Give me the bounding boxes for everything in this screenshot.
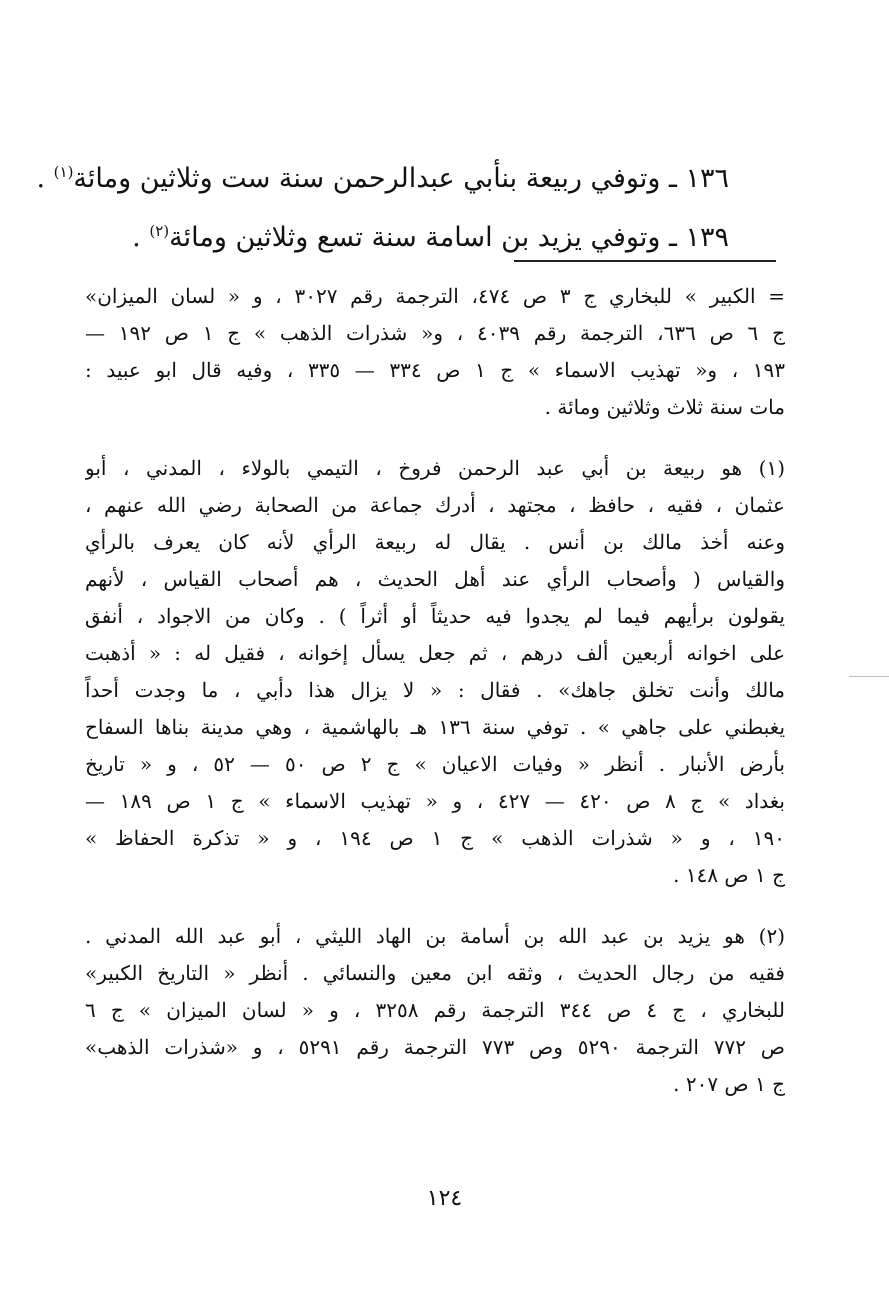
footnote-line: ج ٦ ص ٦٣٦، الترجمة رقم ٤٠٣٩ ، و« شذرات الذهب » ج ١ ص ١٩٢ —: [85, 321, 785, 345]
footnote-line: والقياس ( وأصحاب الرأي عند أهل الحديث ، هم أصحاب القياس ، لأنهم: [85, 567, 785, 591]
footnote-line: مالك وأنت تخلق جاهك» . فقال : « لا يزال هذا دأبي ، ما وجدت أحداً: [85, 678, 785, 702]
footnote-line: ص ٧٧٢ الترجمة ٥٢٩٠ وص ٧٧٣ الترجمة رقم ٥٢٩١ ، و «شذرات الذهب»: [85, 1035, 785, 1059]
footnote-line: فقيه من رجال الحديث ، وثقه ابن معين والنسائي . أنظر « التاريخ الكبير»: [85, 961, 785, 985]
main-line-2-text: ١٣٩ ـ وتوفي يزيد بن اسامة سنة تسع وثلاثين ومائة: [169, 222, 729, 253]
footnote-line: (٢) هو يزيد بن عبد الله بن أسامة بن الهاد الليثي ، أبو عبد الله المدني .: [85, 924, 785, 948]
footnote-line: = الكبير » للبخاري ج ٣ ص ٤٧٤، الترجمة رقم ٣٠٢٧ ، و « لسان الميزان»: [85, 284, 785, 308]
footnote-2: [85, 918, 785, 1103]
main-line-2-period: .: [132, 222, 141, 253]
main-text-line-1: [36, 146, 729, 205]
footnote-line: على اخوانه أربعين ألف درهم ، ثم جعل يسأل إخوانه ، فقيل له : « أذهبت: [85, 641, 785, 665]
footnote-line: يغبطني على جاهي » . توفي سنة ١٣٦ هـ بالهاشمية ، وهي مدينة بناها السفاح: [85, 715, 785, 739]
footnote-separator: [514, 260, 776, 262]
footnote-line: بغداد » ج ٨ ص ٤٢٠ — ٤٢٧ ، و « تهذيب الاسماء » ج ١ ص ١٨٩ —: [85, 789, 785, 813]
footnote-mark-1: (١): [53, 163, 74, 181]
footnote-line: بأرض الأنبار . أنظر « وفيات الاعيان » ج ٢ ص ٥٠ — ٥٢ ، و « تاريخ: [85, 752, 785, 776]
footnote-line: ١٩٣ ، و« تهذيب الاسماء » ج ١ ص ٣٣٤ — ٣٣٥ ، وفيه قال ابو عبيد :: [85, 358, 785, 382]
main-text: [36, 146, 729, 264]
footnote-mark-2: (٢): [149, 222, 170, 240]
footnote-continuation: [85, 278, 785, 426]
footnote-line: مات سنة ثلاث وثلاثين ومائة .: [544, 395, 785, 419]
footnote-line: ج ١ ص ١٤٨ .: [673, 863, 785, 887]
footnote-line: (١) هو ربيعة بن أبي عبد الرحمن فروخ ، التيمي بالولاء ، المدني ، أبو: [85, 456, 785, 480]
footnote-line: وعنه أخذ مالك بن أنس . يقال له ربيعة الرأي لأنه كان يعرف بالرأي: [85, 530, 785, 554]
footnote-line: للبخاري ، ج ٤ ص ٣٤٤ الترجمة رقم ٣٢٥٨ ، و « لسان الميزان » ج ٦: [85, 998, 785, 1022]
footnote-line: عثمان ، فقيه ، حافظ ، مجتهد ، أدرك جماعة من الصحابة رضي الله عنهم ،: [85, 493, 785, 517]
paragraph-gap: [85, 426, 785, 450]
page-number: ١٢٤: [426, 1186, 463, 1211]
main-line-1-period: .: [36, 163, 46, 194]
scan-artifact-line: [849, 676, 889, 677]
footnote-line: ١٩٠ ، و « شذرات الذهب » ج ١ ص ١٩٤ ، و « تذكرة الحفاظ »: [85, 826, 785, 850]
footnote-line: ج ١ ص ٢٠٧ .: [673, 1072, 785, 1096]
footnote-1: [85, 450, 785, 894]
paragraph-gap: [85, 894, 785, 918]
footnote-line: يقولون برأيهم فيما لم يجدوا فيه حديثاً أو أثراً ) . وكان من الاجواد ، أنفق: [85, 604, 785, 628]
footnotes: [85, 278, 785, 1103]
main-line-1-text: ١٣٦ ـ وتوفي ربيعة بنأبي عبدالرحمن سنة ست وثلاثين ومائة: [73, 163, 729, 194]
main-text-line-2: [89, 205, 729, 264]
